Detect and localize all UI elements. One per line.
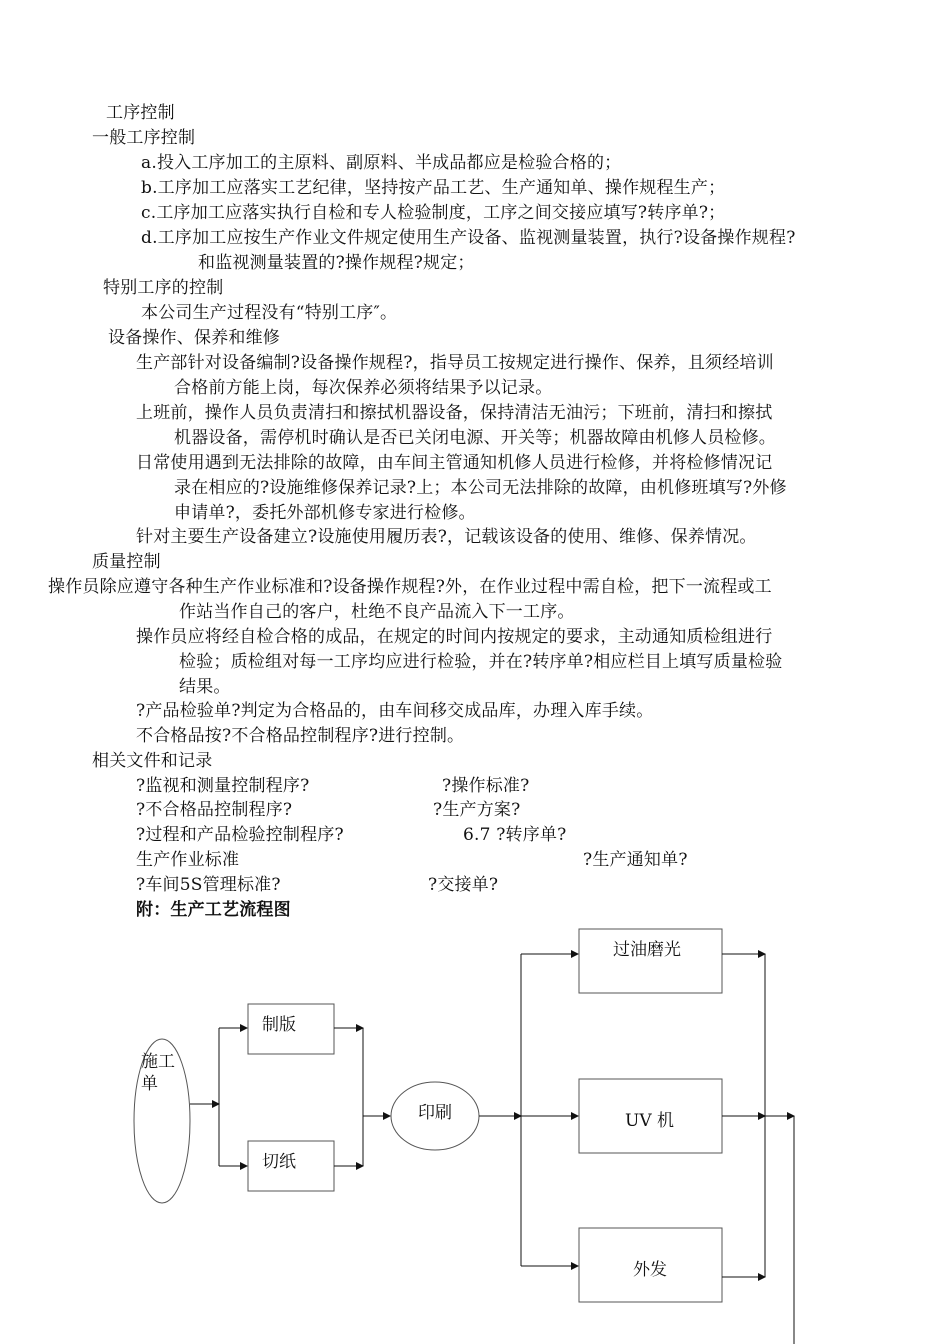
general-item-c: c.工序加工应落实执行自检和专人检验制度，工序之间交接应填写?转序单?； <box>141 203 726 223</box>
doc-item: ?生产方案? <box>433 800 521 820</box>
doc-item: ?生产通知单? <box>583 850 688 870</box>
quality-line: ?产品检验单?判定为合格品的，由车间移交成品库，办理入库手续。 <box>136 701 654 721</box>
doc-item: ?不合格品控制程序? <box>136 800 293 820</box>
doc-item: ?车间5S管理标准? <box>136 875 281 895</box>
doc-item: 生产作业标准 <box>136 850 240 870</box>
doc-item: ?监视和测量控制程序? <box>136 776 310 796</box>
section-heading-equipment: 设备操作、保养和维修 <box>108 328 280 348</box>
section-heading-special: 特别工序的控制 <box>103 278 224 298</box>
start-node-label: 施工 <box>141 1052 175 1072</box>
special-text: 本公司生产过程没有“特别工序″。 <box>141 303 398 323</box>
quality-line: 结果。 <box>179 677 231 697</box>
section-heading-quality: 质量控制 <box>92 552 161 572</box>
section-heading-process-control: 工序控制 <box>106 103 175 123</box>
equipment-line: 申请单?，委托外部机修专家进行检修。 <box>174 503 476 523</box>
equipment-line: 生产部针对设备编制?设备操作规程?，指导员工按规定进行操作、保养，且须经培训 <box>136 353 774 373</box>
quality-line: 不合格品按?不合格品控制程序?进行控制。 <box>136 726 465 746</box>
general-item-d: d.工序加工应按生产作业文件规定使用生产设备、监视测量装置，执行?设备操作规程? <box>141 228 796 248</box>
equipment-line: 机器设备，需停机时确认是否已关闭电源、开关等；机器故障由机修人员检修。 <box>174 428 776 448</box>
equipment-line: 针对主要生产设备建立?设施使用履历表?，记载该设备的使用、维修、保养情况。 <box>136 527 757 547</box>
general-item-a: a.投入工序加工的主原料、副原料、半成品都应是检验合格的； <box>141 153 622 173</box>
doc-item: ?过程和产品检验控制程序? <box>136 825 344 845</box>
uv-node-label: UV 机 <box>625 1111 675 1131</box>
general-item-d-continued: 和监视测量装置的?操作规程?规定； <box>198 253 475 273</box>
cut-node-label: 切纸 <box>262 1152 296 1172</box>
quality-line: 操作员除应遵守各种生产作业标准和?设备操作规程?外，在作业过程中需自检，把下一流程或工 <box>48 577 772 597</box>
appendix-title: 附：生产工艺流程图 <box>136 900 291 920</box>
print-node-label: 印刷 <box>418 1103 452 1123</box>
start-node-label: 单 <box>141 1074 158 1094</box>
quality-line: 作站当作自己的客户，杜绝不良产品流入下一工序。 <box>179 602 575 622</box>
equipment-line: 日常使用遇到无法排除的故障，由车间主管通知机修人员进行检修，并将检修情况记 <box>136 453 773 473</box>
quality-line: 操作员应将经自检合格的成品，在规定的时间内按规定的要求，主动通知质检组进行 <box>136 627 773 647</box>
equipment-line: 录在相应的?设施维修保养记录?上；本公司无法排除的故障，由机修班填写?外修 <box>174 478 787 498</box>
outsource-node-label: 外发 <box>633 1260 667 1280</box>
section-heading-general: 一般工序控制 <box>92 128 196 148</box>
quality-line: 检验；质检组对每一工序均应进行检验，并在?转序单?相应栏目上填写质量检验 <box>179 652 783 672</box>
oil-node-box <box>579 929 722 993</box>
doc-item: ?操作标准? <box>442 776 530 796</box>
doc-item: 6.7 ?转序单? <box>463 825 567 845</box>
plate-node-label: 制版 <box>262 1015 296 1035</box>
oil-node-label: 过油磨光 <box>613 940 681 960</box>
general-item-b: b.工序加工应落实工艺纪律，坚持按产品工艺、生产通知单、操作规程生产； <box>141 178 726 198</box>
equipment-line: 上班前，操作人员负责清扫和擦拭机器设备，保持清洁无油污；下班前，清扫和擦拭 <box>136 403 773 423</box>
equipment-line: 合格前方能上岗，每次保养必须将结果予以记录。 <box>174 378 553 398</box>
section-heading-docs: 相关文件和记录 <box>92 751 213 771</box>
doc-item: ?交接单? <box>428 875 499 895</box>
